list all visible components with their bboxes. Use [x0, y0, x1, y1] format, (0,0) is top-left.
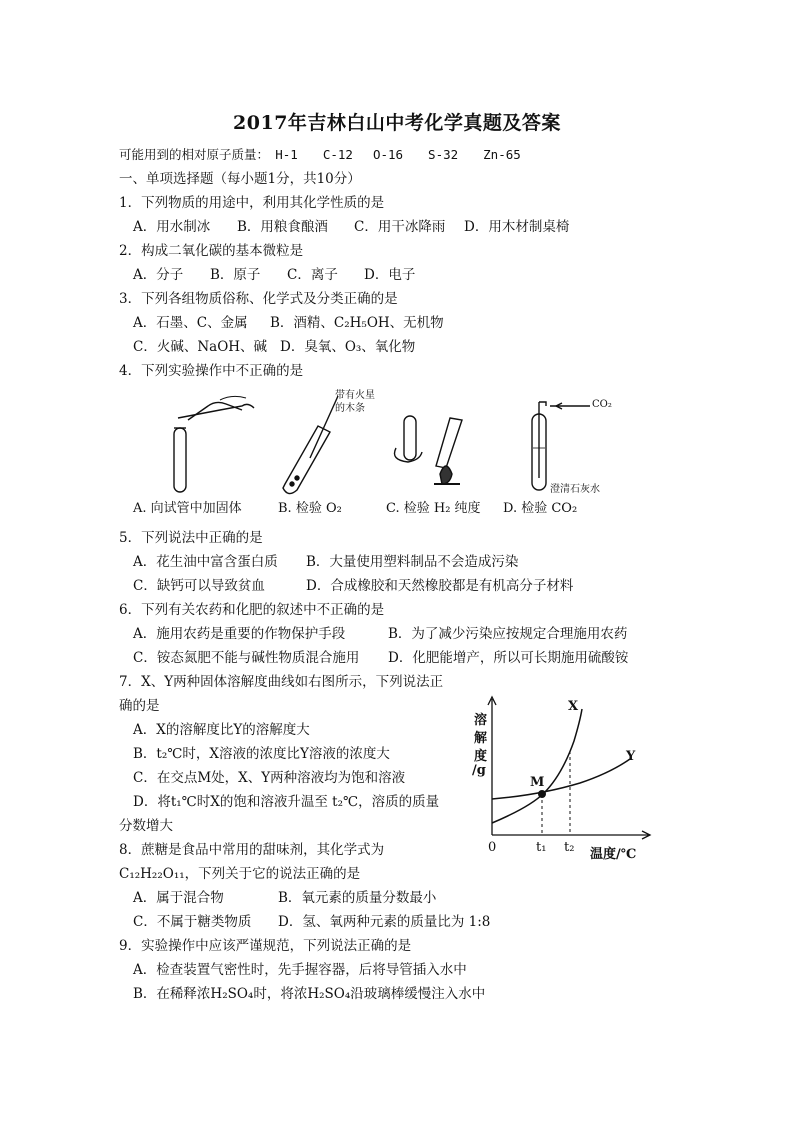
question-8-options-row2: [133, 913, 490, 931]
option-a: A．石墨、C、金属: [133, 315, 248, 331]
option-a: A．分子: [133, 267, 184, 283]
point-m-label: M: [530, 775, 545, 790]
figure-d: [532, 402, 590, 490]
question-3-stem: 3．下列各组物质俗称、化学式及分类正确的是: [119, 291, 398, 307]
option-a: A．检查装置气密性时，先手握容器，后将导管插入水中: [133, 962, 467, 978]
option-a: A．花生油中富含蛋白质: [133, 554, 278, 570]
option-b: B．氧元素的质量分数最小: [278, 890, 437, 906]
caption-d: D. 检验 CO₂: [503, 501, 578, 516]
label-b-2: 的木条: [335, 403, 365, 414]
xlabel: 温度/℃: [590, 847, 637, 862]
atomic-masses: 可能用到的相对原子质量： H-1 C-12 O-16 S-32 Zn-65: [119, 147, 521, 162]
ylabel-3: 度: [474, 749, 488, 764]
option-d: D．将t₁℃时X的饱和溶液升温至 t₂℃，溶质的质量: [133, 794, 440, 810]
question-8-options-row1: [133, 889, 436, 907]
option-b: B．为了减少污染应按规定合理施用农药: [388, 626, 628, 642]
curve-x: [492, 709, 582, 823]
question-7-stem-2: 确的是: [119, 698, 160, 714]
option-c: C．火碱、NaOH、碱: [133, 339, 268, 355]
caption-c: C. 检验 H₂ 纯度: [386, 501, 481, 516]
option-c: C．不属于糖类物质: [133, 914, 252, 930]
question-2-stem: 2．构成二氧化碳的基本微粒是: [119, 243, 304, 259]
ylabel-2: 解: [474, 731, 488, 746]
tick-t1: t₁: [536, 840, 547, 855]
figure-c: [395, 416, 463, 484]
option-d: D．电子: [364, 267, 416, 283]
curve-y-label: Y: [626, 749, 636, 764]
option-a: A．施用农药是重要的作物保护手段: [133, 626, 346, 642]
question-5-options-row1: [133, 553, 518, 571]
option-d: D．氢、氧两种元素的质量比为 1:8: [278, 914, 491, 930]
question-2-options: [133, 266, 415, 284]
tick-t2: t₂: [564, 840, 575, 855]
option-b: B．用粮食酿酒: [237, 219, 328, 235]
option-c: C．离子: [287, 267, 338, 283]
option-d: D．臭氧、O₃、氧化物: [280, 339, 416, 355]
question-5-stem: 5．下列说法中正确的是: [119, 530, 263, 546]
curve-x-label: X: [568, 699, 579, 714]
origin-label: 0: [488, 840, 497, 855]
question-1-stem: 1．下列物质的用途中，利用其化学性质的是: [119, 195, 385, 211]
option-a: A．属于混合物: [133, 890, 224, 906]
option-a: A．X的溶解度比Y的溶解度大: [133, 722, 310, 738]
option-c: C．在交点M处，X、Y两种溶液均为饱和溶液: [133, 770, 406, 786]
option-b: B．大量使用塑料制品不会造成污染: [306, 554, 519, 570]
option-d: D．化肥能增产，所以可长期施用硫酸铵: [388, 650, 629, 666]
option-c: C．缺钙可以导致贫血: [133, 578, 265, 594]
figure-b: [283, 396, 338, 494]
option-d-continued: 分数增大: [119, 818, 173, 834]
question-3-options-row1: [133, 314, 444, 332]
question-8-stem-2: C₁₂H₂₂O₁₁，下列关于它的说法正确的是: [119, 866, 361, 882]
question-7-stem-1: 7．X、Y两种固体溶解度曲线如右图所示，下列说法正: [119, 674, 444, 690]
option-b: B．原子: [210, 267, 261, 283]
question-3-options-row2: [133, 338, 415, 356]
section-heading: 一、单项选择题（每小题1分，共10分）: [119, 171, 361, 187]
ylabel-4: /g: [472, 763, 486, 778]
point-m: [538, 790, 546, 798]
option-c: C．铵态氮肥不能与碱性物质混合施用: [133, 650, 360, 666]
caption-a: A. 向试管中加固体: [133, 501, 242, 516]
label-d-gas: CO₂: [592, 399, 612, 410]
curve-y: [492, 759, 630, 799]
question-6-options-row1: [133, 625, 627, 643]
question-6-stem: 6．下列有关农药和化肥的叙述中不正确的是: [119, 602, 385, 618]
label-b-1: 带有火星: [335, 390, 375, 401]
question-4-stem: 4．下列实验操作中不正确的是: [119, 363, 304, 379]
question-5-options-row2: [133, 577, 573, 595]
page-title: 2017年吉林白山中考化学真题及答案: [233, 112, 561, 134]
figure-a: [174, 396, 254, 492]
ylabel-1: 溶: [474, 713, 488, 728]
option-b: B．酒精、C₂H₅OH、无机物: [270, 315, 444, 331]
solubility-chart: [470, 695, 660, 865]
question-1-options: [133, 218, 569, 236]
option-c: C．用干冰降雨: [354, 219, 446, 235]
question-6-options-row2: [133, 649, 628, 667]
option-d: D．用木材制桌椅: [464, 219, 570, 235]
question-9-stem: 9．实验操作中应该严谨规范，下列说法正确的是: [119, 938, 412, 954]
option-a: A．用水制冰: [133, 219, 211, 235]
label-d-liquid: 澄清石灰水: [550, 484, 600, 495]
option-d: D．合成橡胶和天然橡胶都是有机高分子材料: [306, 578, 574, 594]
option-b: B．在稀释浓H₂SO₄时，将浓H₂SO₄沿玻璃棒缓慢注入水中: [133, 986, 486, 1002]
question-8-stem-1: 8．蔗糖是食品中常用的甜味剂，其化学式为: [119, 842, 385, 858]
caption-b: B. 检验 O₂: [278, 501, 342, 516]
option-b: B．t₂℃时，X溶液的浓度比Y溶液的浓度大: [133, 746, 390, 762]
